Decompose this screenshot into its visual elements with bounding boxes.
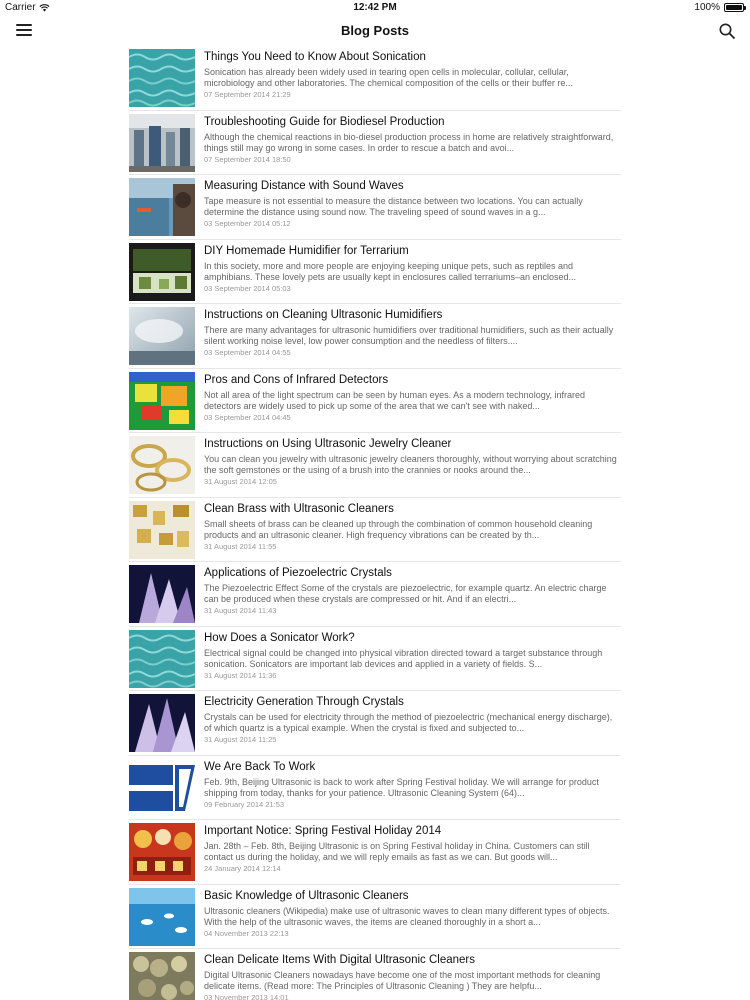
post-title: Electricity Generation Through Crystals — [204, 696, 404, 708]
search-button[interactable] — [718, 22, 736, 40]
post-item[interactable] — [129, 46, 621, 111]
clock: 12:42 PM — [353, 2, 397, 13]
post-item[interactable] — [129, 369, 621, 434]
post-item[interactable] — [129, 756, 621, 821]
post-date: 03 September 2014 04:55 — [204, 348, 291, 357]
battery-fill — [726, 5, 742, 10]
post-excerpt: Ultrasonic cleaners (Wikipedia) make use of ultrasonic waves to clean many different types of objects. With the help of the ultrasonic waves, the items are cleaned thoroughly in a short a... — [204, 905, 610, 927]
post-item[interactable] — [129, 111, 621, 176]
post-title: Instructions on Using Ultrasonic Jewelry Cleaner — [204, 438, 452, 450]
post-list — [129, 46, 621, 1000]
post-thumbnail-humidifier — [129, 307, 195, 365]
post-date: 31 August 2014 11:25 — [204, 735, 277, 744]
post-thumbnail-jewelry — [129, 436, 195, 494]
post-date: 31 August 2014 11:36 — [204, 670, 277, 680]
post-thumbnail-delicate-items — [129, 952, 195, 1000]
post-thumbnail-terrarium — [129, 243, 195, 301]
post-excerpt: Digital Ultrasonic Cleaners nowadays have become one of the most important methods for cleaning delicate items. (Read more: The Principles of Ultrasonic Cleaning ) They are helpfu... — [204, 970, 601, 991]
post-excerpt: Crystals can be used for electricity through the method of piezoelectric (mechanical energy discharge), of which quartz is a typical example. When the crystal is fixed and subjected to... — [204, 712, 613, 733]
navigation-bar — [0, 16, 750, 46]
post-thumbnail-spring-festival — [129, 823, 195, 881]
post-item[interactable] — [129, 240, 621, 305]
post-item[interactable] — [129, 175, 621, 240]
post-excerpt: There are many advantages for ultrasonic humidifiers over traditional humidifiers, such as their actually silent working noise level, low power consumption and the needless of filters.... — [204, 325, 614, 346]
post-date: 07 September 2014 21:29 — [204, 90, 291, 99]
post-thumbnail-sonicator — [129, 630, 195, 688]
post-thumbnail-ultrasonic-cleaners — [129, 888, 195, 946]
post-date: 04 November 2013 22:13 — [204, 928, 289, 938]
post-thumbnail-crystals — [129, 694, 195, 752]
post-excerpt: Although the chemical reactions in bio-diesel production process in home are relatively straightforward, things still may go wrong in some cases. In order to rescue a batch and avoi... — [204, 131, 614, 153]
post-excerpt: Sonication has already been widely used in tearing open cells in molecular, collular, cellular, microbiology and other laboratories. The chemical composition of the cells or their buffer re... — [204, 67, 573, 88]
post-thumbnail-biodiesel — [129, 114, 195, 172]
post-item[interactable] — [129, 820, 621, 885]
post-thumbnail-back-to-work — [129, 759, 195, 817]
post-date: 31 August 2014 11:43 — [204, 606, 277, 615]
post-title: Clean Brass with Ultrasonic Cleaners — [204, 502, 394, 515]
post-date: 03 September 2014 04:45 — [204, 412, 291, 422]
post-item[interactable] — [129, 949, 621, 1000]
post-item[interactable] — [129, 304, 621, 369]
post-date: 03 September 2014 05:03 — [204, 283, 291, 293]
post-excerpt: Feb. 9th, Beijing Ultrasonic is back to work after Spring Festival holiday. We will arrange for product shipping from today, thanks for your patience. Ultrasonic Cleaning System (64)... — [204, 776, 599, 798]
carrier-label: Carrier — [5, 2, 36, 13]
page-title: Blog Posts — [341, 23, 409, 38]
post-excerpt: Jan. 28th – Feb. 8th, Beijing Ultrasonic is on Spring Festival holiday in China. Customers can still contact us during the holiday, and we will reply emails as fast as we can. But goods will... — [204, 841, 590, 862]
post-title: Measuring Distance with Sound Waves — [204, 180, 404, 192]
post-item[interactable] — [129, 691, 621, 756]
post-title: Things You Need to Know About Sonication — [204, 51, 426, 63]
post-thumbnail-sonication — [129, 49, 195, 107]
post-title: Applications of Piezoelectric Crystals — [204, 567, 392, 579]
post-excerpt: Electrical signal could be changed into physical vibration directed toward a target substance through sonication. Sonicators are important lab devices and applied in a variety of fields. S... — [204, 647, 603, 669]
post-thumbnail-brass — [129, 501, 195, 559]
post-title: DIY Homemade Humidifier for Terrarium — [204, 244, 409, 257]
post-title: Basic Knowledge of Ultrasonic Cleaners — [204, 889, 409, 902]
post-item[interactable] — [129, 885, 621, 950]
post-date: 07 September 2014 18:50 — [204, 154, 291, 164]
post-title: Clean Delicate Items With Digital Ultrasonic Cleaners — [204, 954, 475, 966]
battery-icon — [724, 3, 744, 12]
battery-percent: 100% — [694, 2, 720, 13]
post-thumbnail-infrared — [129, 372, 195, 430]
post-thumbnail-sound-waves — [129, 178, 195, 236]
post-title: How Does a Sonicator Work? — [204, 631, 355, 644]
search-icon — [718, 22, 736, 40]
post-item[interactable] — [129, 498, 621, 563]
post-excerpt: The Piezoelectric Effect Some of the crystals are piezoelectric, for example quartz. An electric charge can be produced when these crystals are compressed or hit. And if an electri... — [204, 583, 607, 604]
post-thumbnail-piezoelectric-crystals — [129, 565, 195, 623]
post-excerpt: Small sheets of brass can be cleaned up through the combination of common household cleaning products and an ultrasonic cleaner. High frequency vibrations can be created by th... — [204, 518, 593, 540]
post-excerpt: Tape measure is not essential to measure the distance between two locations. You can actually determine the distance using sound now. The traveling speed of sound waves in a g... — [204, 196, 583, 217]
post-excerpt: You can clean you jewelry with ultrasonic jewelry cleaners thoroughly, without worrying about scratching the soft gemstones or the using of a brush into the crannies or nooks around the... — [204, 454, 617, 475]
post-date: 03 September 2014 05:12 — [204, 219, 291, 228]
post-excerpt: In this society, more and more people are enjoying keeping unique pets, such as reptiles and amphibians. These lovely pets are usually kept in enclosures called terrariums–an enclosed... — [204, 260, 577, 282]
post-date: 31 August 2014 12:05 — [204, 477, 277, 486]
post-date: 09 February 2014 21:53 — [204, 799, 285, 809]
post-title: Troubleshooting Guide for Biodiesel Production — [204, 115, 445, 128]
battery-indicator — [694, 2, 744, 13]
post-title: Important Notice: Spring Festival Holiday 2014 — [204, 825, 442, 837]
post-date: 31 August 2014 11:55 — [204, 541, 277, 551]
post-item[interactable] — [129, 433, 621, 498]
post-title: Instructions on Cleaning Ultrasonic Humidifiers — [204, 309, 443, 321]
post-excerpt: Not all area of the light spectrum can be seen by human eyes. As a modern technology, infrared detectors are widely used to pick up some of the area that we can't see with naked... — [204, 389, 586, 411]
post-item[interactable] — [129, 627, 621, 692]
post-title: Pros and Cons of Infrared Detectors — [204, 373, 389, 386]
post-date: 03 November 2013 14:01 — [204, 993, 289, 1000]
post-date: 24 January 2014 12:14 — [204, 864, 281, 873]
status-bar — [0, 0, 750, 16]
post-title: We Are Back To Work — [204, 760, 316, 773]
post-item[interactable] — [129, 562, 621, 627]
